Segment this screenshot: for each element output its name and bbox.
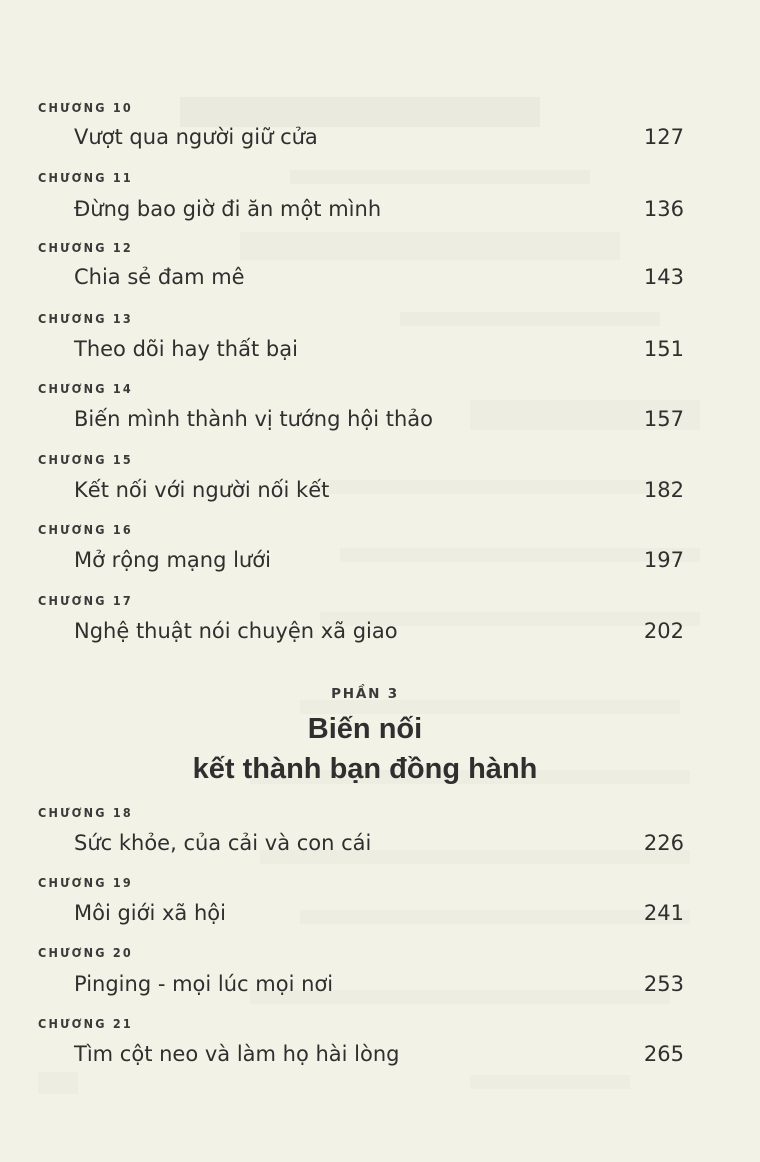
chapter-page-number: 143	[643, 265, 684, 289]
chapter-label: CHƯƠNG 21	[38, 1016, 133, 1031]
chapter-label: CHƯƠNG 19	[38, 875, 133, 890]
chapter-title: Tìm cột neo và làm họ hài lòng	[74, 1042, 400, 1066]
chapter-page-number: 182	[643, 478, 684, 502]
chapter-label: CHƯƠNG 10	[38, 100, 133, 115]
chapter-page-number: 151	[643, 337, 684, 361]
chapter-title: Theo dõi hay thất bại	[74, 337, 298, 361]
part-title-line-2: kết thành bạn đồng hành	[192, 753, 538, 785]
chapter-page-number: 226	[643, 831, 684, 855]
chapter-page-number: 157	[643, 407, 684, 431]
chapter-label: CHƯƠNG 13	[38, 311, 133, 326]
chapter-title: Biến mình thành vị tướng hội thảo	[74, 407, 434, 431]
chapter-label: CHƯƠNG 17	[38, 593, 133, 608]
chapter-label: CHƯƠNG 12	[38, 240, 133, 255]
chapter-title: Pinging - mọi lúc mọi nơi	[74, 972, 334, 996]
chapter-page-number: 241	[643, 901, 684, 925]
chapter-title: Kết nối với người nối kết	[74, 478, 330, 502]
part-label: PHẦN 3	[331, 686, 399, 702]
chapter-title: Mở rộng mạng lưới	[74, 548, 271, 572]
chapter-title: Môi giới xã hội	[74, 901, 226, 925]
chapter-page-number: 127	[643, 125, 684, 149]
chapter-title: Nghệ thuật nói chuyện xã giao	[74, 619, 398, 643]
chapter-page-number: 136	[643, 197, 684, 221]
part-title-line-1: Biến nối	[307, 713, 423, 745]
chapter-label: CHƯƠNG 14	[38, 381, 133, 396]
chapter-label: CHƯƠNG 20	[38, 945, 133, 960]
chapter-label: CHƯƠNG 16	[38, 522, 133, 537]
chapter-label: CHƯƠNG 11	[38, 170, 133, 185]
chapter-page-number: 253	[643, 972, 684, 996]
chapter-title: Vượt qua người giữ cửa	[74, 125, 318, 149]
chapter-page-number: 202	[643, 619, 684, 643]
chapter-page-number: 197	[643, 548, 684, 572]
chapter-title: Sức khỏe, của cải và con cái	[74, 831, 372, 855]
chapter-label: CHƯƠNG 18	[38, 805, 133, 820]
chapter-title: Đừng bao giờ đi ăn một mình	[74, 197, 382, 221]
chapter-label: CHƯƠNG 15	[38, 452, 133, 467]
chapter-title: Chia sẻ đam mê	[74, 265, 245, 289]
chapter-page-number: 265	[643, 1042, 684, 1066]
